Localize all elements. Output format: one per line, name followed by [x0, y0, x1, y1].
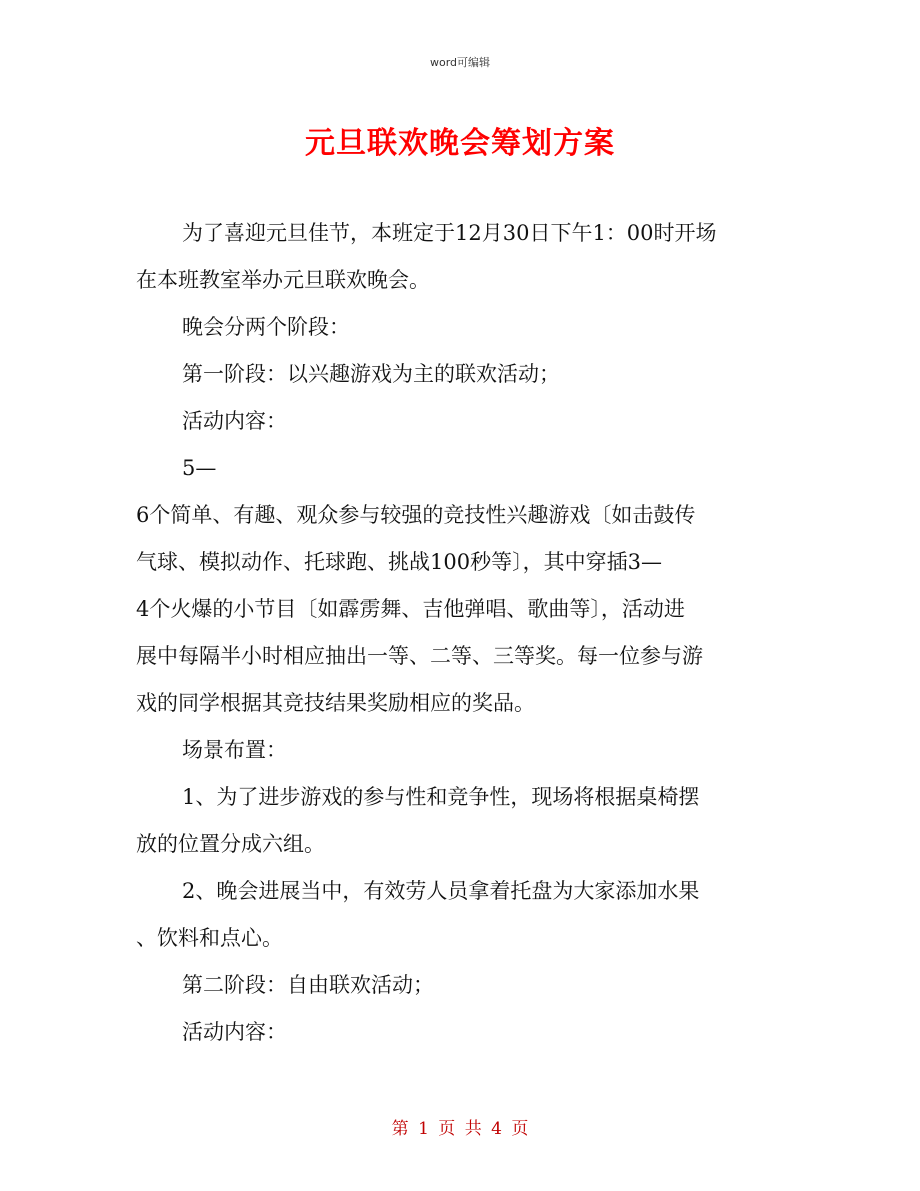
paragraph-line: 戏的同学根据其竞技结果奖励相应的奖品。: [136, 691, 535, 715]
paragraph-line: 活动内容：: [182, 409, 287, 433]
paragraph-line: 4个火爆的小节目〔如霹雳舞、吉他弹唱、歌曲等〕，活动进: [136, 597, 685, 621]
paragraph-line: 第一阶段：以兴趣游戏为主的联欢活动；: [182, 362, 560, 386]
page-number-footer: 第 1 页 共 4 页: [391, 1119, 529, 1139]
paragraph-line: 、饮料和点心。: [136, 926, 283, 950]
document-title: 元旦联欢晚会筹划方案: [305, 126, 615, 161]
paragraph-line: 晚会分两个阶段：: [182, 315, 350, 339]
paragraph-line: 活动内容：: [182, 1020, 287, 1044]
paragraph-line: 为了喜迎元旦佳节，本班定于12月30日下午1：00时开场: [182, 221, 717, 245]
paragraph-line: 展中每隔半小时相应抽出一等、二等、三等奖。每一位参与游: [136, 644, 703, 668]
paragraph-line: 第二阶段：自由联欢活动；: [182, 973, 434, 997]
paragraph-line: 气球、模拟动作、托球跑、挑战100秒等〕，其中穿插3—: [136, 550, 662, 574]
paragraph-line: 放的位置分成六组。: [136, 832, 325, 856]
paragraph-line: 1、为了进步游戏的参与性和竞争性，现场将根据桌椅摆: [182, 785, 700, 809]
paragraph-line: 在本班教室举办元旦联欢晚会。: [136, 268, 430, 292]
page-header: word可编辑: [429, 56, 491, 69]
paragraph-line: 2、晚会进展当中，有效劳人员拿着托盘为大家添加水果: [182, 879, 700, 903]
paragraph-line: 场景布置：: [182, 738, 287, 762]
paragraph-line: 5—: [182, 456, 217, 480]
document-body: [136, 210, 786, 1056]
paragraph-line: 6个简单、有趣、观众参与较强的竞技性兴趣游戏〔如击鼓传: [136, 503, 696, 527]
